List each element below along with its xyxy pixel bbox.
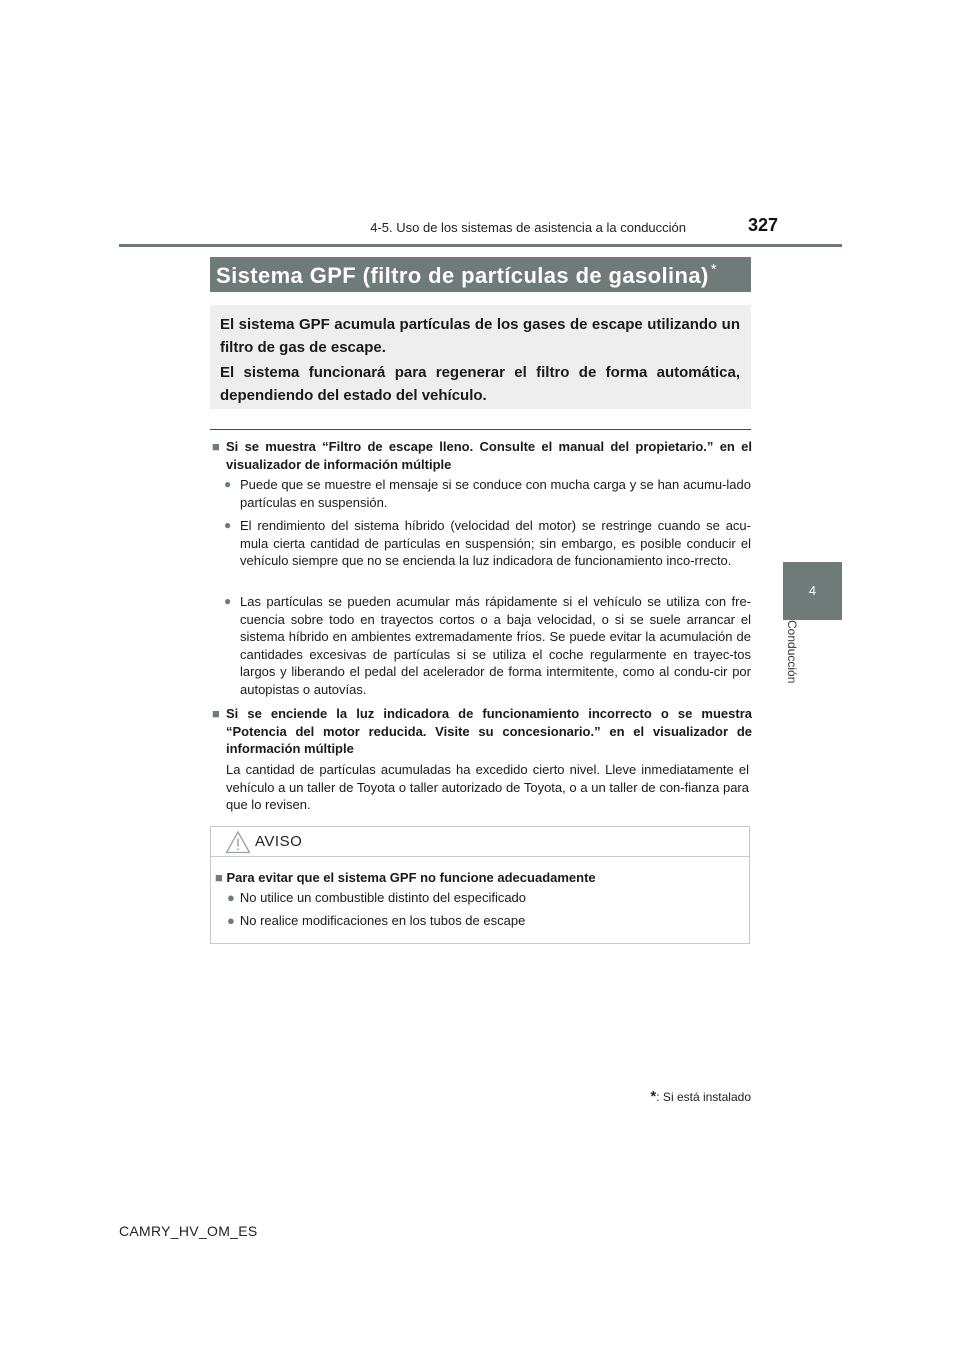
- title-asterisk: *: [710, 261, 717, 278]
- footnote-asterisk: *: [650, 1088, 657, 1105]
- divider: [210, 429, 751, 430]
- circle-bullet-icon: ●: [224, 594, 232, 608]
- chapter-label-container: [785, 620, 811, 740]
- section-heading-2: [212, 705, 752, 758]
- square-bullet-icon: ■: [212, 706, 220, 721]
- square-bullet-icon: ■: [212, 439, 220, 454]
- list-item-text: El rendimiento del sistema híbrido (velocidad del motor) se restringe cuando se acu-mula cierta cantidad de partículas en suspensión; sin embargo, es posible conducir el vehículo siempre que no se encienda la luz indicadora de funcionamiento inco-rrecto.: [240, 518, 751, 568]
- warning-triangle-icon: [225, 830, 251, 854]
- list-item-text: Puede que se muestre el mensaje si se conduce con mucha carga y se han acumu-lado partículas en suspensión.: [240, 477, 751, 510]
- circle-bullet-icon: ●: [224, 477, 232, 491]
- section-title-bar: [210, 257, 751, 292]
- intro-paragraph-2: El sistema funcionará para regenerar el filtro de forma automática, dependiendo del estado del vehículo.: [220, 364, 740, 404]
- section-title: Sistema GPF (filtro de partículas de gasolina): [216, 263, 709, 288]
- warning-heading-text: Para evitar que el sistema GPF no funcione adecuadamente: [226, 870, 596, 885]
- warning-heading: [215, 870, 596, 885]
- footnote-text: : Si está instalado: [656, 1090, 751, 1104]
- warning-header-rule: [211, 856, 749, 857]
- header-rule: [119, 244, 842, 247]
- chapter-label: Conducción: [785, 620, 799, 684]
- section-heading-2-text: Si se enciende la luz indicadora de funcionamiento incorrecto o se muestra “Potencia del motor reducida. Visite su concesionario.” en el visualizador de información múltiple: [226, 706, 752, 756]
- section-2-paragraph: La cantidad de partículas acumuladas ha excedido cierto nivel. Lleve inmediatamente el vehículo a un taller de Toyota o taller autorizado de Toyota, o a un taller de con-fianza para que lo revisen.: [226, 762, 749, 812]
- warning-label: AVISO: [255, 833, 303, 850]
- warning-item-text: No utilice un combustible distinto del especificado: [239, 890, 527, 905]
- list-item-text: Las partículas se pueden acumular más rápidamente si el vehículo se utiliza con fre-cuencia sobre todo en trayectos cortos o a baja velocidad, o si se suele arrancar el sistema híbrido en ambientes extremadamente fríos. Se puede evitar la acumulación de cantidades excesivas de partículas si se utiliza el coche regularmente en trayec-tos largos y liberando el pedal del acelerador de forma intermitente, como al condu-cir por autopistas o autovías.: [240, 594, 751, 697]
- intro-box: [210, 305, 751, 409]
- warning-item-text: No realice modificaciones en los tubos de escape: [239, 913, 526, 928]
- warning-item: [227, 913, 525, 928]
- footnote: [600, 1088, 751, 1105]
- list-item: [224, 476, 751, 511]
- page-number: 327: [747, 215, 778, 235]
- section-title-wrapper: [216, 261, 717, 289]
- intro-paragraph-1: El sistema GPF acumula partículas de los gases de escape utilizando un filtro de gas de escape.: [220, 316, 740, 356]
- circle-bullet-icon: ●: [227, 913, 235, 928]
- square-bullet-icon: ■: [215, 870, 227, 885]
- circle-bullet-icon: ●: [224, 518, 232, 532]
- circle-bullet-icon: ●: [227, 890, 235, 905]
- document-code: CAMRY_HV_OM_ES: [119, 1223, 258, 1239]
- warning-item: [227, 890, 526, 905]
- chapter-tab: 4: [783, 562, 842, 620]
- section-heading-1: [212, 438, 752, 473]
- section-heading-1-text: Si se muestra “Filtro de escape lleno. Consulte el manual del propietario.” en el visualizador de información múltiple: [226, 439, 752, 472]
- list-item: [224, 517, 751, 570]
- header-section-title: 4-5. Uso de los sistemas de asistencia a la conducción: [370, 220, 686, 235]
- warning-box: [210, 826, 750, 944]
- list-item: [224, 593, 751, 698]
